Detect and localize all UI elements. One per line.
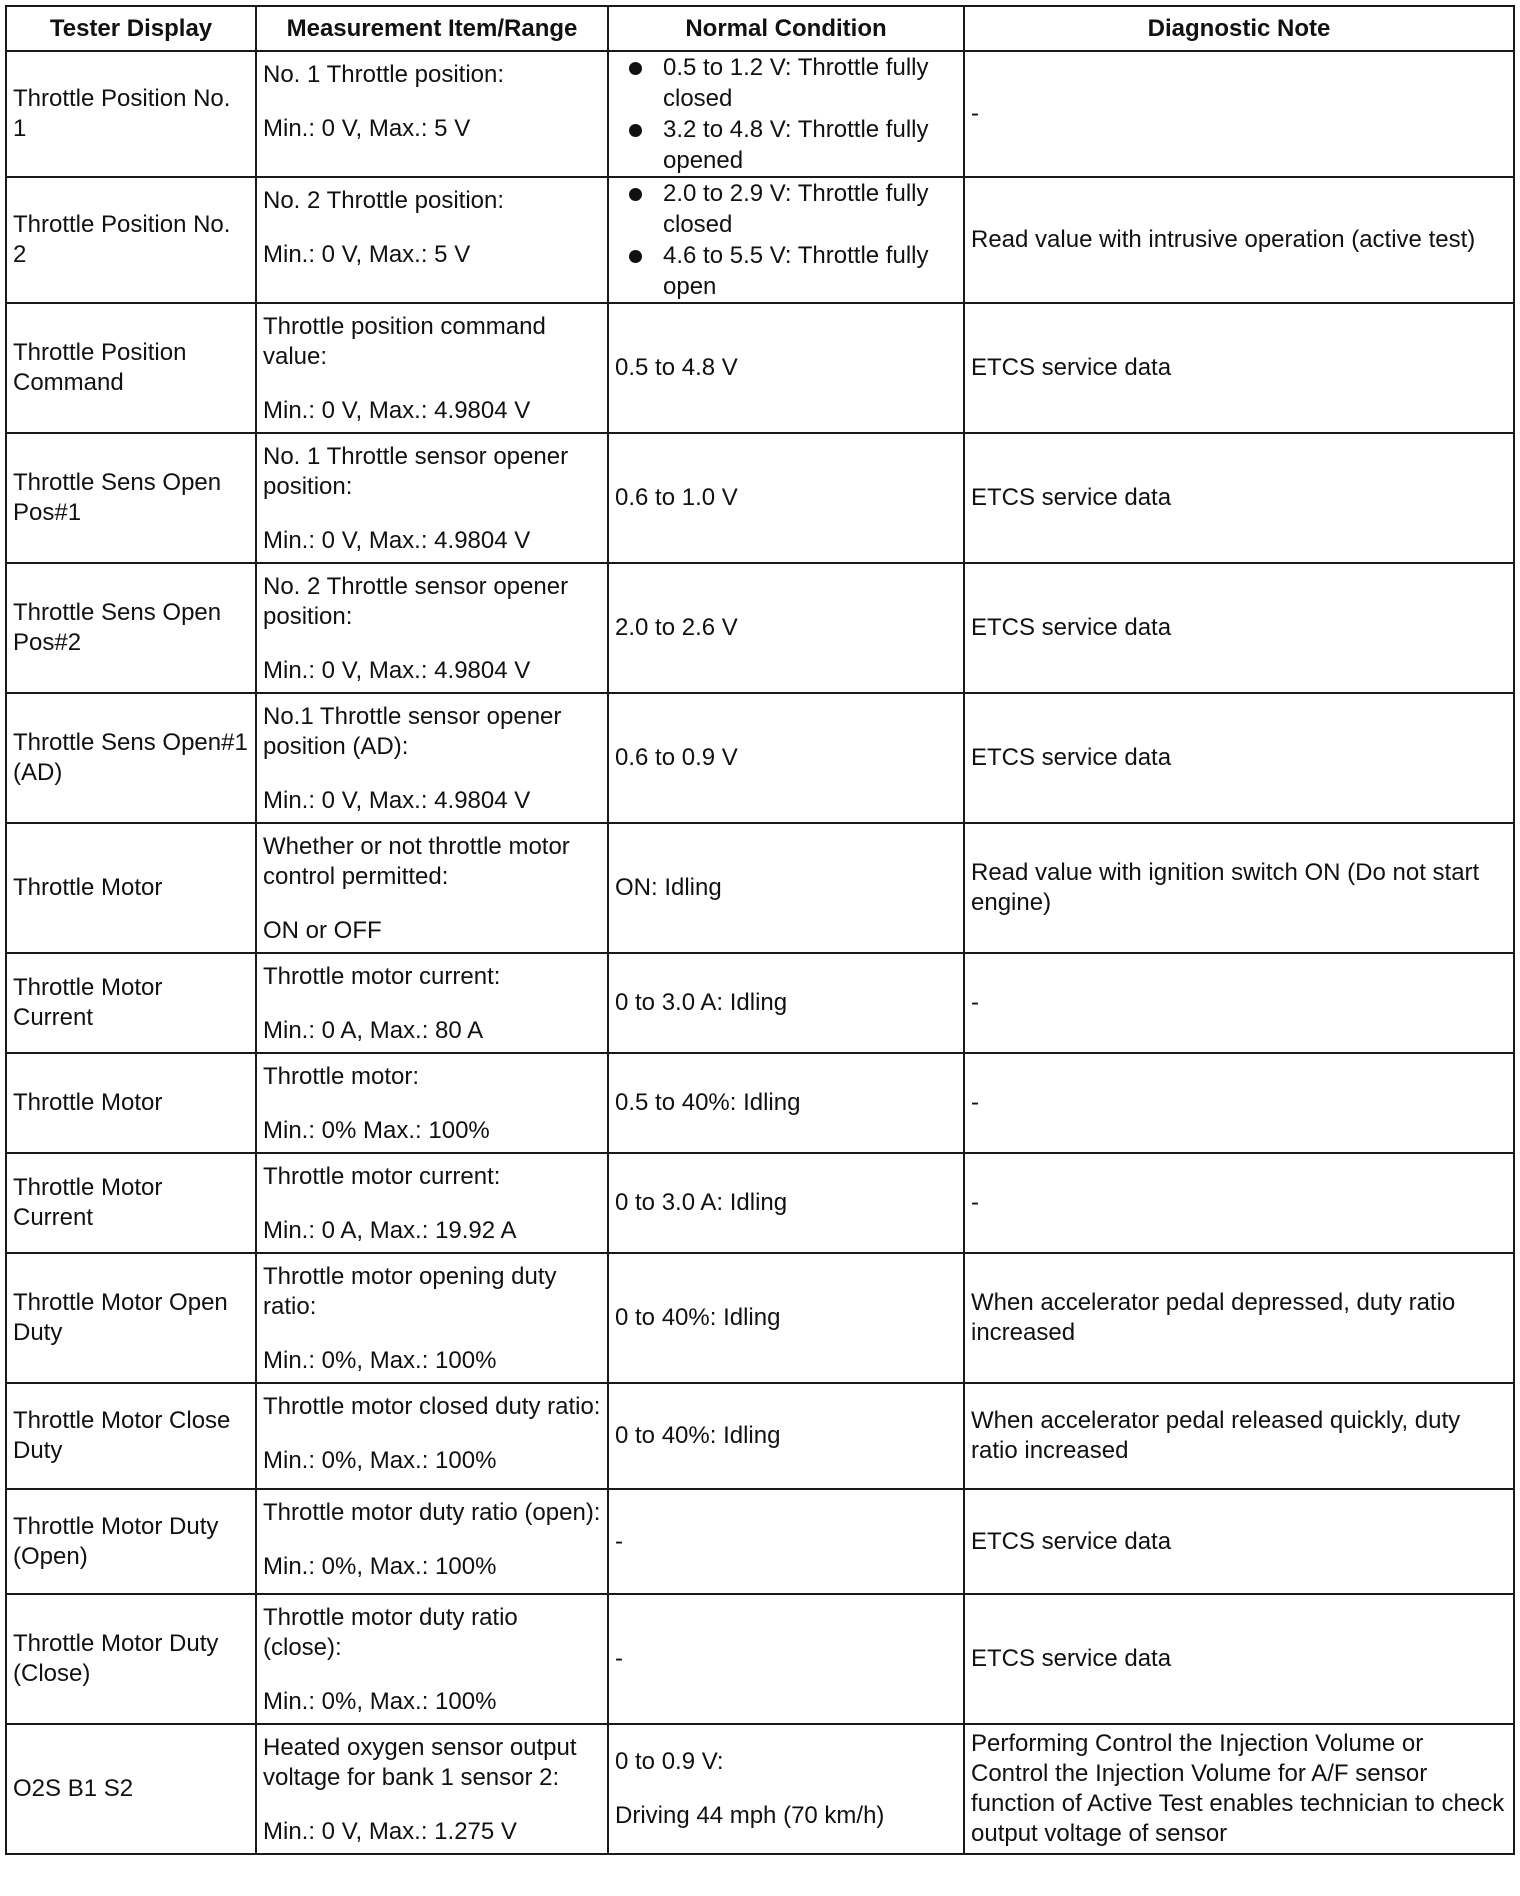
measurement-item-cell	[256, 51, 608, 177]
normal-condition-cell: 0 to 40%: Idling	[608, 1383, 964, 1489]
measurement-item-text: No. 1 Throttle position:	[263, 61, 505, 88]
tester-display-cell: Throttle Sens Open Pos#2	[6, 563, 256, 693]
measurement-range-text: Min.: 0%, Max.: 100%	[263, 1347, 497, 1374]
measurement-item-cell	[256, 693, 608, 823]
diagnostic-note-cell: ETCS service data	[964, 1489, 1514, 1594]
normal-condition-cell: 0 to 3.0 A: Idling	[608, 953, 964, 1053]
tester-display-cell: Throttle Motor Open Duty	[6, 1253, 256, 1383]
measurement-item-text: Throttle motor duty ratio (open):	[263, 1499, 601, 1526]
diagnostic-note-cell: ETCS service data	[964, 433, 1514, 563]
header-normal-condition: Normal Condition	[608, 6, 964, 51]
measurement-item-text: No. 1 Throttle sensor opener position:	[263, 443, 569, 500]
table-row	[6, 433, 1514, 563]
measurement-item-cell	[256, 303, 608, 433]
diagnostic-note-cell: ETCS service data	[964, 693, 1514, 823]
list-item: 2.0 to 2.9 V: Throttle fully closed	[663, 178, 957, 240]
normal-condition-list	[615, 52, 957, 176]
data-list-table	[5, 5, 1515, 1855]
measurement-item-text: Throttle motor opening duty ratio:	[263, 1263, 557, 1320]
measurement-range-text: Min.: 0 V, Max.: 1.275 V	[263, 1818, 517, 1845]
measurement-item-cell	[256, 823, 608, 953]
table-row	[6, 51, 1514, 177]
diagnostic-data-sheet	[5, 5, 1513, 1855]
normal-condition-cell: 0.6 to 1.0 V	[608, 433, 964, 563]
table-body	[6, 51, 1514, 1854]
measurement-range-text: Min.: 0% Max.: 100%	[263, 1117, 490, 1144]
measurement-item-cell	[256, 1489, 608, 1594]
normal-condition-cell	[608, 177, 964, 303]
measurement-range-text: Min.: 0 A, Max.: 19.92 A	[263, 1217, 517, 1244]
normal-condition-cell: -	[608, 1489, 964, 1594]
measurement-range-text: Min.: 0 V, Max.: 5 V	[263, 241, 471, 268]
diagnostic-note-cell: Read value with intrusive operation (active test)	[964, 177, 1514, 303]
table-row	[6, 693, 1514, 823]
measurement-item-cell	[256, 433, 608, 563]
diagnostic-note-cell: ETCS service data	[964, 1594, 1514, 1724]
tester-display-cell: Throttle Motor Duty (Close)	[6, 1594, 256, 1724]
diagnostic-note-cell: When accelerator pedal depressed, duty ratio increased	[964, 1253, 1514, 1383]
measurement-range-text: Min.: 0 V, Max.: 4.9804 V	[263, 787, 531, 814]
table-row	[6, 303, 1514, 433]
measurement-item-cell	[256, 1594, 608, 1724]
tester-display-cell: O2S B1 S2	[6, 1724, 256, 1854]
diagnostic-note-cell: -	[964, 1053, 1514, 1153]
measurement-item-cell	[256, 563, 608, 693]
measurement-item-text: Heated oxygen sensor output voltage for bank 1 sensor 2:	[263, 1734, 577, 1791]
tester-display-cell: Throttle Motor Close Duty	[6, 1383, 256, 1489]
diagnostic-note-cell: ETCS service data	[964, 303, 1514, 433]
measurement-range-text: ON or OFF	[263, 917, 382, 944]
normal-condition-cell: 0.6 to 0.9 V	[608, 693, 964, 823]
measurement-item-text: Throttle motor:	[263, 1063, 420, 1090]
list-item: 0.5 to 1.2 V: Throttle fully closed	[663, 52, 957, 114]
header-row	[6, 6, 1514, 51]
measurement-item-text: Throttle motor current:	[263, 1163, 501, 1190]
tester-display-cell: Throttle Sens Open Pos#1	[6, 433, 256, 563]
header-diagnostic-note: Diagnostic Note	[964, 6, 1514, 51]
measurement-item-text: Throttle position command value:	[263, 313, 546, 370]
measurement-range-text: Min.: 0%, Max.: 100%	[263, 1688, 497, 1715]
diagnostic-note-cell: -	[964, 1153, 1514, 1253]
measurement-item-cell	[256, 1724, 608, 1854]
normal-condition-line: Driving 44 mph (70 km/h)	[615, 1802, 885, 1829]
tester-display-cell: Throttle Motor Current	[6, 1153, 256, 1253]
normal-condition-cell: 0.5 to 40%: Idling	[608, 1053, 964, 1153]
table-row	[6, 1489, 1514, 1594]
tester-display-cell: Throttle Motor Duty (Open)	[6, 1489, 256, 1594]
tester-display-cell: Throttle Motor	[6, 823, 256, 953]
list-item: 4.6 to 5.5 V: Throttle fully open	[663, 240, 957, 302]
measurement-item-text: Throttle motor duty ratio (close):	[263, 1604, 518, 1661]
header-measurement-item: Measurement Item/Range	[256, 6, 608, 51]
measurement-range-text: Min.: 0 V, Max.: 4.9804 V	[263, 397, 531, 424]
measurement-item-cell	[256, 1253, 608, 1383]
diagnostic-note-cell: Read value with ignition switch ON (Do not start engine)	[964, 823, 1514, 953]
table-row	[6, 1053, 1514, 1153]
header-tester-display: Tester Display	[6, 6, 256, 51]
table-row	[6, 1383, 1514, 1489]
normal-condition-cell	[608, 1724, 964, 1854]
table-row	[6, 1594, 1514, 1724]
table-row	[6, 1153, 1514, 1253]
measurement-item-text: No. 2 Throttle sensor opener position:	[263, 573, 569, 630]
tester-display-cell: Throttle Motor	[6, 1053, 256, 1153]
list-item: 3.2 to 4.8 V: Throttle fully opened	[663, 114, 957, 176]
measurement-item-text: No.1 Throttle sensor opener position (AD):	[263, 703, 562, 760]
measurement-item-cell	[256, 953, 608, 1053]
normal-condition-list	[615, 178, 957, 302]
normal-condition-cell	[608, 51, 964, 177]
measurement-item-text: Throttle motor closed duty ratio:	[263, 1393, 601, 1420]
measurement-range-text: Min.: 0%, Max.: 100%	[263, 1553, 497, 1580]
tester-display-cell: Throttle Position Command	[6, 303, 256, 433]
diagnostic-note-cell: ETCS service data	[964, 563, 1514, 693]
table-row	[6, 953, 1514, 1053]
measurement-range-text: Min.: 0%, Max.: 100%	[263, 1447, 497, 1474]
table-row	[6, 563, 1514, 693]
measurement-item-text: No. 2 Throttle position:	[263, 187, 505, 214]
normal-condition-cell: -	[608, 1594, 964, 1724]
table-row	[6, 1724, 1514, 1854]
normal-condition-cell: 2.0 to 2.6 V	[608, 563, 964, 693]
tester-display-cell: Throttle Position No. 2	[6, 177, 256, 303]
measurement-range-text: Min.: 0 V, Max.: 4.9804 V	[263, 657, 531, 684]
tester-display-cell: Throttle Sens Open#1 (AD)	[6, 693, 256, 823]
measurement-range-text: Min.: 0 V, Max.: 4.9804 V	[263, 527, 531, 554]
table-row	[6, 823, 1514, 953]
normal-condition-cell: ON: Idling	[608, 823, 964, 953]
measurement-item-cell	[256, 1383, 608, 1489]
measurement-item-cell	[256, 1153, 608, 1253]
tester-display-cell: Throttle Motor Current	[6, 953, 256, 1053]
tester-display-cell: Throttle Position No. 1	[6, 51, 256, 177]
diagnostic-note-cell: -	[964, 953, 1514, 1053]
measurement-item-cell	[256, 177, 608, 303]
measurement-item-text: Whether or not throttle motor control permitted:	[263, 833, 570, 890]
diagnostic-note-cell: Performing Control the Injection Volume or Control the Injection Volume for A/F sensor function of Active Test enables technician to check output voltage of sensor	[964, 1724, 1514, 1854]
measurement-range-text: Min.: 0 A, Max.: 80 A	[263, 1017, 484, 1044]
measurement-item-cell	[256, 1053, 608, 1153]
table-row	[6, 1253, 1514, 1383]
table-row	[6, 177, 1514, 303]
normal-condition-line: 0 to 0.9 V:	[615, 1748, 724, 1775]
measurement-item-text: Throttle motor current:	[263, 963, 501, 990]
diagnostic-note-cell: -	[964, 51, 1514, 177]
diagnostic-note-cell: When accelerator pedal released quickly, duty ratio increased	[964, 1383, 1514, 1489]
normal-condition-cell: 0 to 3.0 A: Idling	[608, 1153, 964, 1253]
normal-condition-cell: 0.5 to 4.8 V	[608, 303, 964, 433]
normal-condition-cell: 0 to 40%: Idling	[608, 1253, 964, 1383]
measurement-range-text: Min.: 0 V, Max.: 5 V	[263, 115, 471, 142]
